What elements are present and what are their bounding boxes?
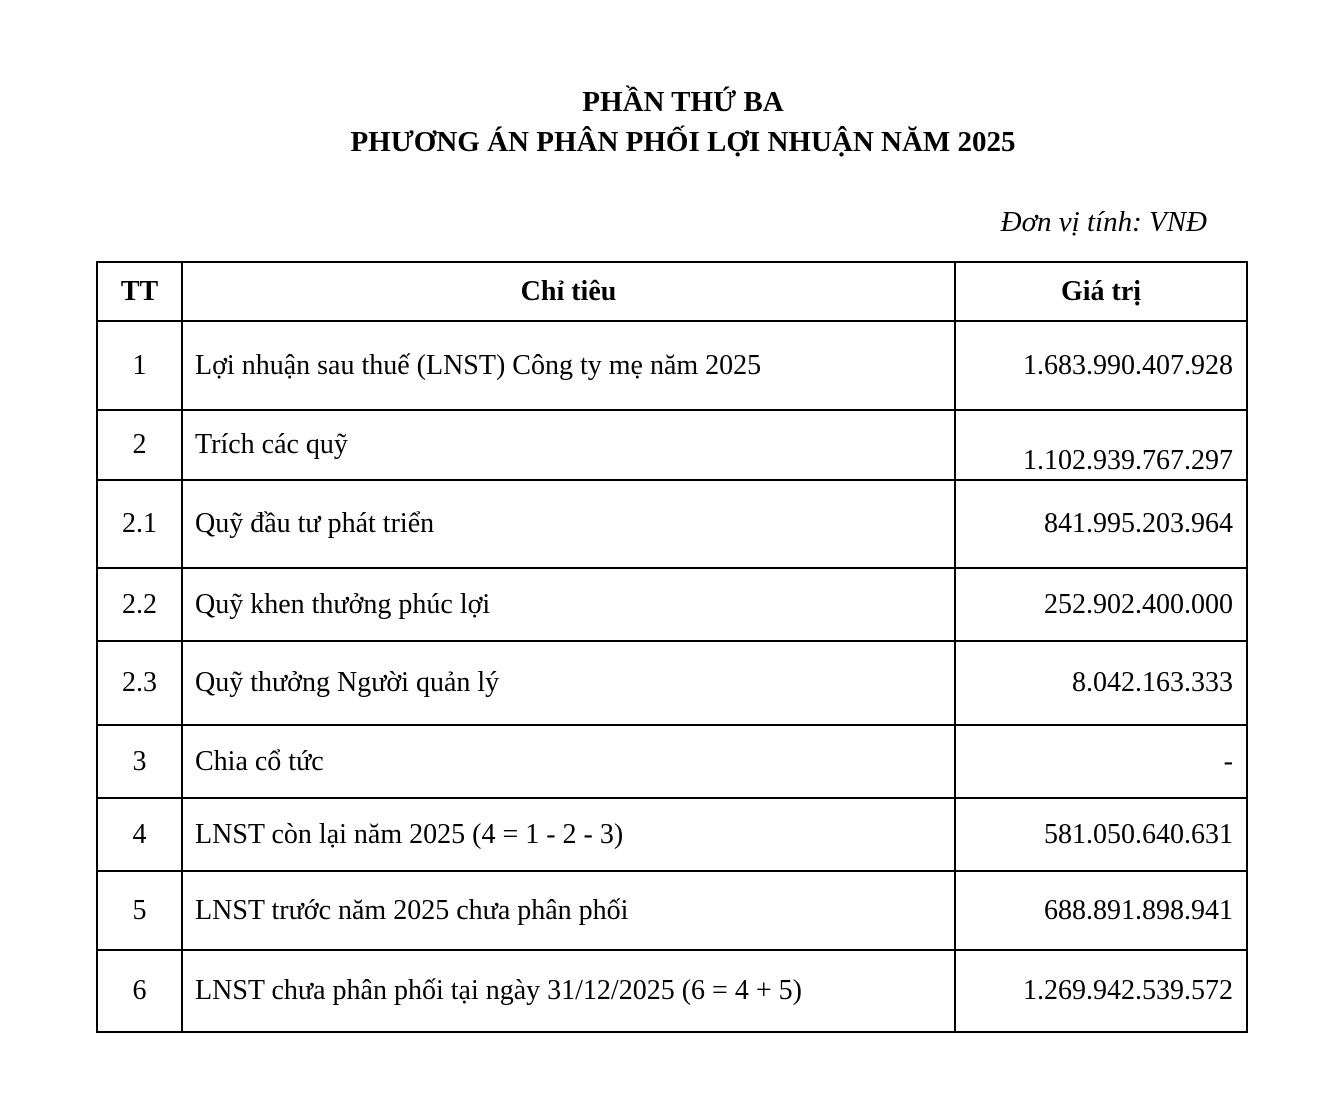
document-title: PHƯƠNG ÁN PHÂN PHỐI LỢI NHUẬN NĂM 2025 (350, 126, 1016, 158)
row-indicator: Lợi nhuận sau thuế (LNST) Công ty mẹ năm 2025 (182, 321, 955, 410)
row-value: 1.102.939.767.297 (955, 410, 1247, 480)
row-tt: 3 (97, 725, 182, 798)
row-indicator: Chia cổ tức (182, 725, 955, 798)
table-row (97, 798, 1247, 871)
row-indicator: Quỹ khen thưởng phúc lợi (182, 568, 955, 641)
table-row (97, 568, 1247, 641)
table-row (97, 950, 1247, 1032)
row-tt: 1 (97, 321, 182, 410)
row-indicator: LNST còn lại năm 2025 (4 = 1 - 2 - 3) (182, 798, 955, 871)
row-value: 8.042.163.333 (955, 641, 1247, 725)
row-tt: 2 (97, 410, 182, 480)
row-value: 581.050.640.631 (955, 798, 1247, 871)
header-indicator: Chỉ tiêu (182, 262, 955, 321)
table-row (97, 641, 1247, 725)
row-indicator: LNST trước năm 2025 chưa phân phối (182, 871, 955, 950)
row-tt: 6 (97, 950, 182, 1032)
row-value: 252.902.400.000 (955, 568, 1247, 641)
row-value: 841.995.203.964 (955, 480, 1247, 568)
table-header-row (97, 262, 1247, 321)
row-indicator: Quỹ thưởng Người quản lý (182, 641, 955, 725)
row-tt: 2.1 (97, 480, 182, 568)
header-value: Giá trị (955, 262, 1247, 321)
row-tt: 5 (97, 871, 182, 950)
table-row (97, 871, 1247, 950)
row-indicator: LNST chưa phân phối tại ngày 31/12/2025 (6 = 4 + 5) (182, 950, 955, 1032)
row-value: 1.269.942.539.572 (955, 950, 1247, 1032)
row-value: - (955, 725, 1247, 798)
row-tt: 2.3 (97, 641, 182, 725)
row-value: 1.683.990.407.928 (955, 321, 1247, 410)
profit-distribution-table (96, 261, 1248, 1033)
row-tt: 2.2 (97, 568, 182, 641)
row-indicator: Quỹ đầu tư phát triển (182, 480, 955, 568)
table-row (97, 321, 1247, 410)
row-value: 688.891.898.941 (955, 871, 1247, 950)
table-row (97, 725, 1247, 798)
header-tt: TT (97, 262, 182, 321)
table-row (97, 410, 1247, 480)
table-row (97, 480, 1247, 568)
row-tt: 4 (97, 798, 182, 871)
unit-label: Đơn vị tính: VNĐ (1000, 206, 1207, 238)
section-title: PHẦN THỨ BA (582, 86, 784, 118)
row-indicator: Trích các quỹ (182, 410, 955, 480)
